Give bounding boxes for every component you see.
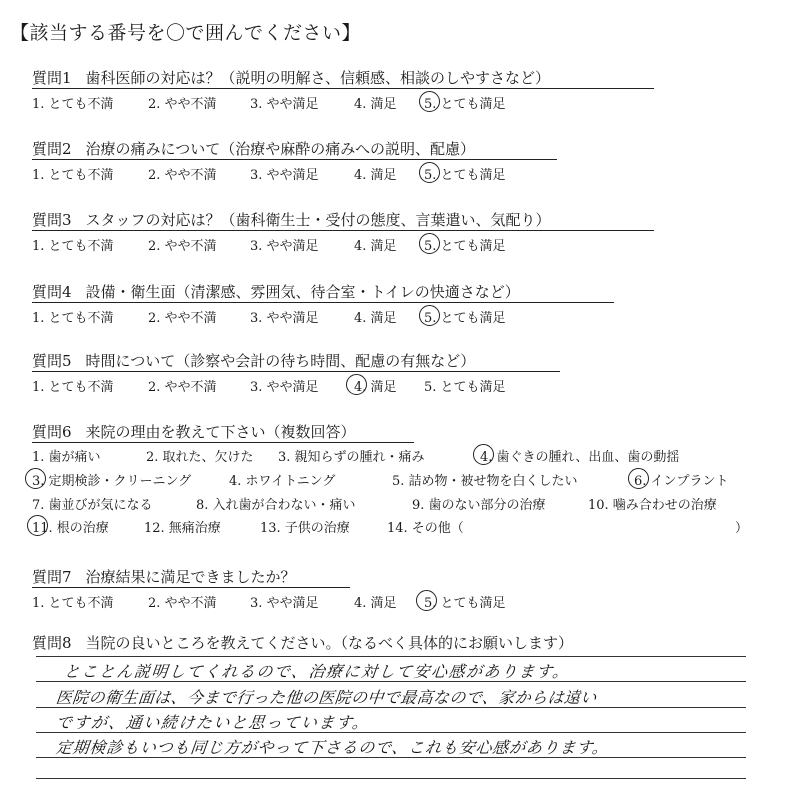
q6-option-7[interactable]: 7. 歯並びが気になる: [32, 498, 153, 513]
q6-option-11[interactable]: 11. 根の治療: [32, 521, 109, 536]
q6-option-3-row2[interactable]: 3. 定期検診・クリーニング: [32, 474, 192, 489]
q7-option-3[interactable]: 3. やや満足: [250, 596, 319, 611]
q6-option-13[interactable]: 13. 子供の治療: [260, 521, 350, 536]
q1-selection-circle: [419, 91, 440, 112]
q6-option-4-row2[interactable]: 4. ホワイトニング: [229, 474, 336, 489]
question-5-title: [32, 350, 475, 371]
q6-selection-circle-4: [473, 444, 494, 465]
q2-option-1[interactable]: 1. とても不満: [32, 168, 114, 183]
question-3-title: [32, 209, 551, 230]
q3-option-4[interactable]: 4. 満足: [354, 239, 397, 254]
q6-option-14-other[interactable]: 14. その他（: [387, 521, 464, 536]
question-6-number: 質問6: [32, 423, 72, 441]
question-1-title: [32, 67, 550, 88]
instruction-heading: 【該当する番号を〇で囲んでください】: [10, 22, 362, 44]
q4-option-2[interactable]: 2. やや不満: [148, 311, 217, 326]
q6-option-12[interactable]: 12. 無痛治療: [144, 521, 221, 536]
q5-option-4[interactable]: 4. 満足: [354, 380, 397, 395]
q6-selection-circle-6: [628, 468, 649, 489]
q6-other-close-paren: ）: [735, 521, 749, 536]
q6-option-6[interactable]: 6. インプラント: [634, 474, 729, 489]
q7-option-5[interactable]: 5. とても満足: [424, 596, 506, 611]
question-2-title: [32, 138, 475, 159]
q5-option-5[interactable]: 5. とても満足: [424, 380, 506, 395]
question-8-text: 当院の良いところを教えてください。（なるべく具体的にお願いします）: [85, 634, 574, 652]
q8-answer-line-4: 定期検診もいつも同じ方がやって下さるので、これも安心感があります。: [54, 738, 610, 757]
q2-option-3[interactable]: 3. やや満足: [250, 168, 319, 183]
q5-option-3[interactable]: 3. やや満足: [250, 380, 319, 395]
q8-answer-line-3: ですが、通い続けたいと思っています。: [54, 713, 371, 732]
question-3-underline: [32, 230, 654, 231]
question-4-text: 設備・衛生面（清潔感、雰囲気、待合室・トイレの快適さなど）: [85, 283, 520, 301]
question-2-number: 質問2: [32, 140, 72, 158]
q3-option-5[interactable]: 5. とても満足: [424, 239, 506, 254]
q1-option-4[interactable]: 4. 満足: [354, 97, 397, 112]
q3-option-1[interactable]: 1. とても不満: [32, 239, 114, 254]
q8-answer-line-2: 医院の衛生面は、今まで行った他の医院の中で最高なので、家からは遠い: [54, 688, 598, 707]
q6-option-4[interactable]: 4. 歯ぐきの腫れ、出血、歯の動揺: [480, 450, 680, 465]
q6-option-8[interactable]: 8. 入れ歯が合わない・痛い: [196, 498, 356, 513]
answer-rule-1: [36, 656, 746, 657]
q7-option-4[interactable]: 4. 満足: [354, 596, 397, 611]
q1-option-3[interactable]: 3. やや満足: [250, 97, 319, 112]
q5-selection-circle: [346, 374, 367, 395]
question-2-text: 治療の痛みについて（治療や麻酔の痛みへの説明、配慮）: [85, 140, 475, 158]
question-7-number: 質問7: [32, 568, 72, 586]
question-4-underline: [32, 302, 614, 303]
question-2-underline: [32, 159, 557, 160]
q1-option-2[interactable]: 2. やや不満: [148, 97, 217, 112]
q6-option-9[interactable]: 9. 歯のない部分の治療: [412, 498, 546, 513]
q2-option-5[interactable]: 5. とても満足: [424, 168, 506, 183]
q2-option-2[interactable]: 2. やや不満: [148, 168, 217, 183]
q6-selection-circle-3: [25, 468, 46, 489]
q3-selection-circle: [419, 233, 440, 254]
question-5-text: 時間について（診察や会計の待ち時間、配慮の有無など）: [85, 352, 476, 370]
question-6-underline: [32, 442, 414, 443]
q4-option-1[interactable]: 1. とても不満: [32, 311, 114, 326]
question-8-title: [32, 632, 573, 653]
question-4-number: 質問4: [32, 283, 72, 301]
q6-option-2[interactable]: 2. 取れた、欠けた: [146, 450, 254, 465]
q7-option-2[interactable]: 2. やや不満: [148, 596, 217, 611]
q8-answer-line-1: とことん説明してくれるので、治療に対して安心感があります。: [62, 662, 571, 681]
question-6-text: 来院の理由を教えて下さい（複数回答）: [85, 423, 356, 441]
q4-option-5[interactable]: 5. とても満足: [424, 311, 506, 326]
q5-option-2[interactable]: 2. やや不満: [148, 380, 217, 395]
question-1-number: 質問1: [32, 69, 72, 87]
q4-option-4[interactable]: 4. 満足: [354, 311, 397, 326]
q1-option-5[interactable]: 5. とても満足: [424, 97, 506, 112]
q7-selection-circle: [416, 590, 437, 611]
q6-selection-circle-11: [27, 515, 48, 536]
q4-selection-circle: [419, 305, 440, 326]
answer-rule-6: [36, 778, 746, 779]
question-3-text: スタッフの対応は？（歯科衛生士・受付の態度、言葉遣い、気配り）: [85, 211, 551, 229]
question-3-number: 質問3: [32, 211, 72, 229]
q6-option-1[interactable]: 1. 歯が痛い: [32, 450, 101, 465]
question-7-title: [32, 566, 296, 587]
question-1-text: 歯科医師の対応は？（説明の明解さ、信頼感、相談のしやすさなど）: [85, 69, 550, 87]
question-7-underline: [32, 587, 350, 588]
question-8-number: 質問8: [32, 634, 72, 652]
q2-selection-circle: [419, 162, 440, 183]
question-7-text: 治療結果に満足できましたか？: [85, 568, 296, 586]
question-4-title: [32, 281, 520, 302]
q5-option-1[interactable]: 1. とても不満: [32, 380, 114, 395]
q6-option-3[interactable]: 3. 親知らずの腫れ・痛み: [278, 450, 425, 465]
question-6-title: [32, 421, 356, 442]
question-5-underline: [32, 371, 560, 372]
q3-option-3[interactable]: 3. やや満足: [250, 239, 319, 254]
q6-option-5[interactable]: 5. 詰め物・被せ物を白くしたい: [392, 474, 578, 489]
q1-option-1[interactable]: 1. とても不満: [32, 97, 114, 112]
q7-option-1[interactable]: 1. とても不満: [32, 596, 114, 611]
q3-option-2[interactable]: 2. やや不満: [148, 239, 217, 254]
question-5-number: 質問5: [32, 352, 72, 370]
q4-option-3[interactable]: 3. やや満足: [250, 311, 319, 326]
q2-option-4[interactable]: 4. 満足: [354, 168, 397, 183]
q6-option-10[interactable]: 10. 噛み合わせの治療: [588, 498, 717, 513]
question-1-underline: [32, 88, 654, 89]
